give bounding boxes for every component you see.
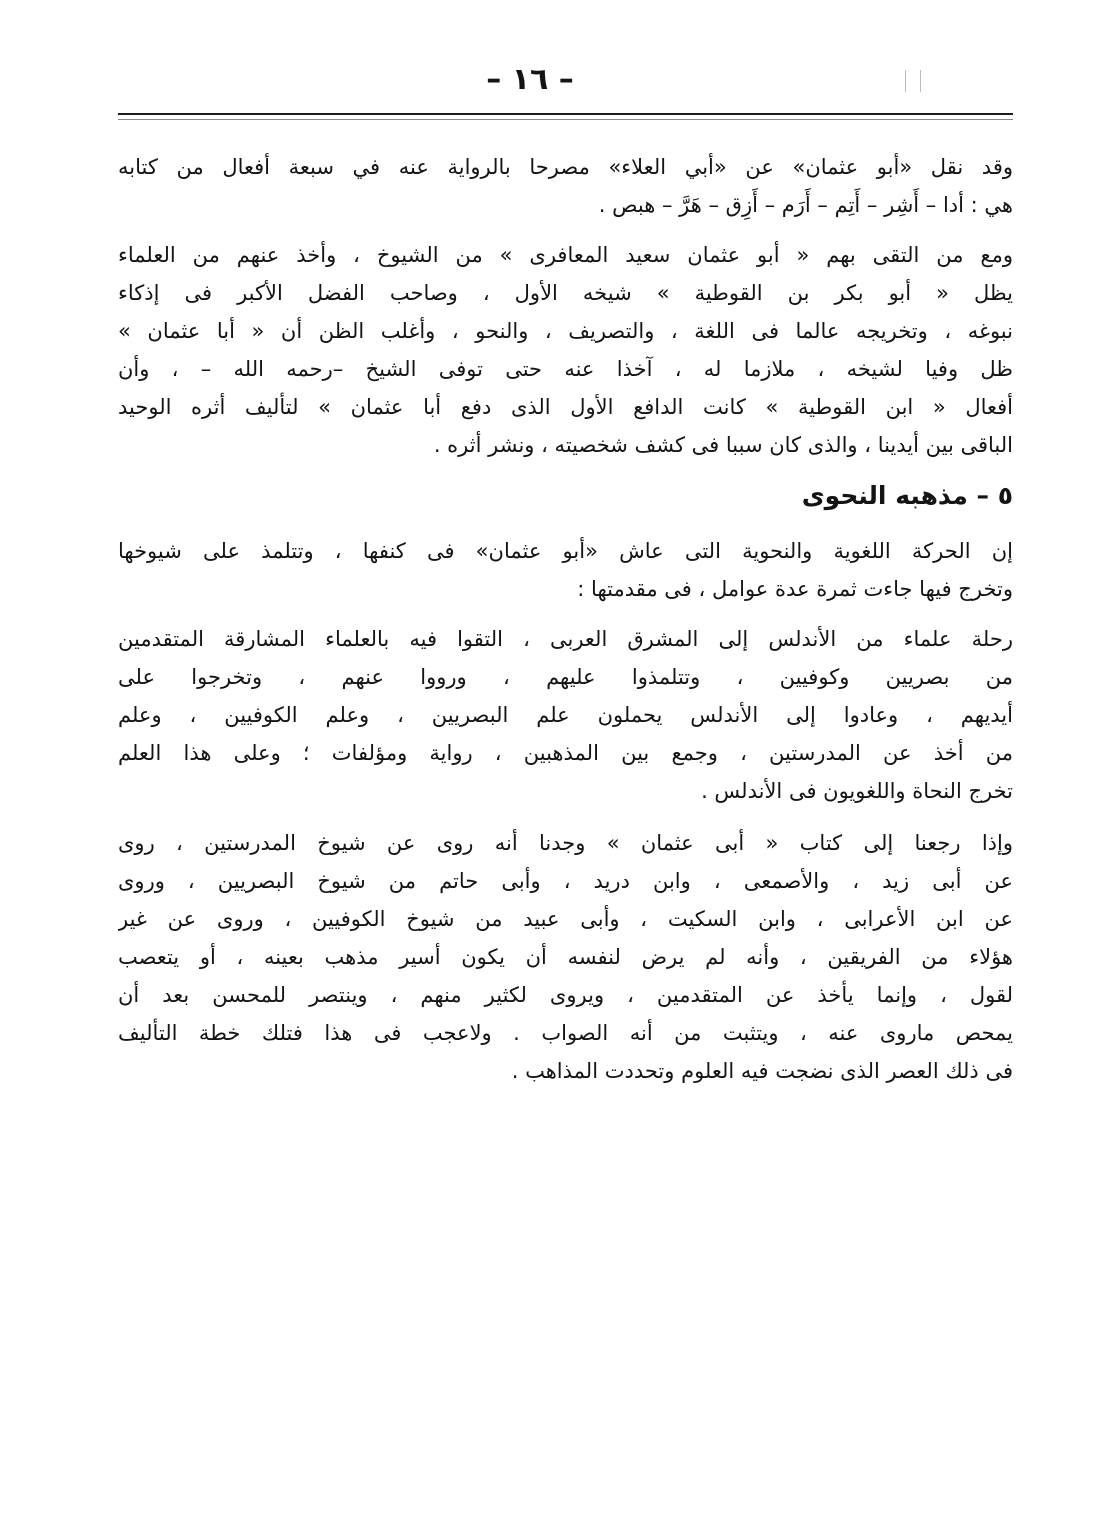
text-line: نبوغه ، وتخريجه عالما فى اللغة ، والتصريف ، والنحو ، وأغلب الظن أن « أبا عثمان » (118, 319, 1013, 343)
text-line: هي : أدا – أَشِر – أَتِم – أَرَم – أَزِق – هَرَّ – هبص . (598, 193, 1013, 217)
text-line: عن أبى زيد ، والأصمعى ، وابن دريد ، وأبى حاتم من شيوخ البصريين ، وروى (118, 869, 1013, 893)
text-line: ظل وفيا لشيخه ، ملازما له ، آخذا عنه حتى توفى الشيخ –رحمه الله – ، وأن (118, 357, 1013, 381)
text-line: من أخذ عن المدرستين ، وجمع بين المذهبين ، رواية ومؤلفات ؛ وعلى هذا العلم (118, 741, 1013, 765)
header-rule-thin (118, 119, 1013, 120)
paragraph-1 (118, 148, 1013, 224)
text-line: الباقى بين أيدينا ، والذى كان سببا فى كشف شخصيته ، ونشر أثره . (433, 433, 1013, 457)
body-text (118, 148, 1013, 1090)
header-rule (118, 113, 1013, 115)
text-line: تخرج النحاة واللغويون فى الأندلس . (701, 779, 1013, 803)
page-number: – ١٦ – (486, 62, 574, 97)
text-line: هؤلاء من الفريقين ، وأنه لم يرض لنفسه أن يكون أسير مذهب بعينه ، أو يتعصب (118, 945, 1013, 969)
paragraph-5 (118, 824, 1013, 1090)
text-line: لقول ، وإنما يأخذ عن المتقدمين ، ويروى لكثير منهم ، وينتصر للمحسن بعد أن (118, 983, 1013, 1007)
paragraph-3 (118, 532, 1013, 608)
paragraph-2 (118, 236, 1013, 464)
text-line: وإذا رجعنا إلى كتاب « أبى عثمان » وجدنا أنه روى عن شيوخ المدرستين ، روى (118, 831, 1013, 855)
text-line: من بصريين وكوفيين ، وتتلمذوا عليهم ، ورووا عنهم ، وتخرجوا على (118, 665, 1013, 689)
text-line: يمحص ماروى عنه ، ويتثبت من أنه الصواب . ولاعجب فى هذا فتلك خطة التأليف (118, 1021, 1013, 1045)
text-line: أيديهم ، وعادوا إلى الأندلس يحملون علم البصريين ، وعلم الكوفيين ، وعلم (118, 703, 1013, 727)
text-line: وتخرج فيها جاءت ثمرة عدة عوامل ، فى مقدمتها : (577, 577, 1013, 601)
section-heading: ٥ – مذهبه النحوى (801, 481, 1013, 510)
text-line: أفعال « ابن القوطية » كانت الدافع الأول الذى دفع أبا عثمان » لتأليف أثره الوحيد (118, 395, 1013, 419)
text-line: عن ابن الأعرابى ، وابن السكيت ، وأبى عبيد من شيوخ الكوفيين ، وروى عن غير (118, 907, 1013, 931)
text-line: وقد نقل «أبو عثمان» عن «أبي العلاء» مصرحا بالرواية عنه في سبعة أفعال من كتابه (118, 155, 1013, 179)
paragraph-4 (118, 620, 1013, 810)
text-line: فى ذلك العصر الذى نضجت فيه العلوم وتحددت المذاهب . (511, 1059, 1013, 1083)
text-line: إن الحركة اللغوية والنحوية التى عاش «أبو عثمان» فى كنفها ، وتتلمذ على شيوخها (118, 539, 1013, 563)
text-line: ومع من التقى بهم « أبو عثمان سعيد المعافرى » من الشيوخ ، وأخذ عنهم من العلماء (118, 243, 1013, 267)
scan-mark (905, 70, 921, 92)
text-line: يظل « أبو بكر بن القوطية » شيخه الأول ، وصاحب الفضل الأكبر فى إذكاء (118, 281, 1013, 305)
text-line: رحلة علماء من الأندلس إلى المشرق العربى ، التقوا فيه بالعلماء المشارقة المتقدمين (118, 627, 1013, 651)
